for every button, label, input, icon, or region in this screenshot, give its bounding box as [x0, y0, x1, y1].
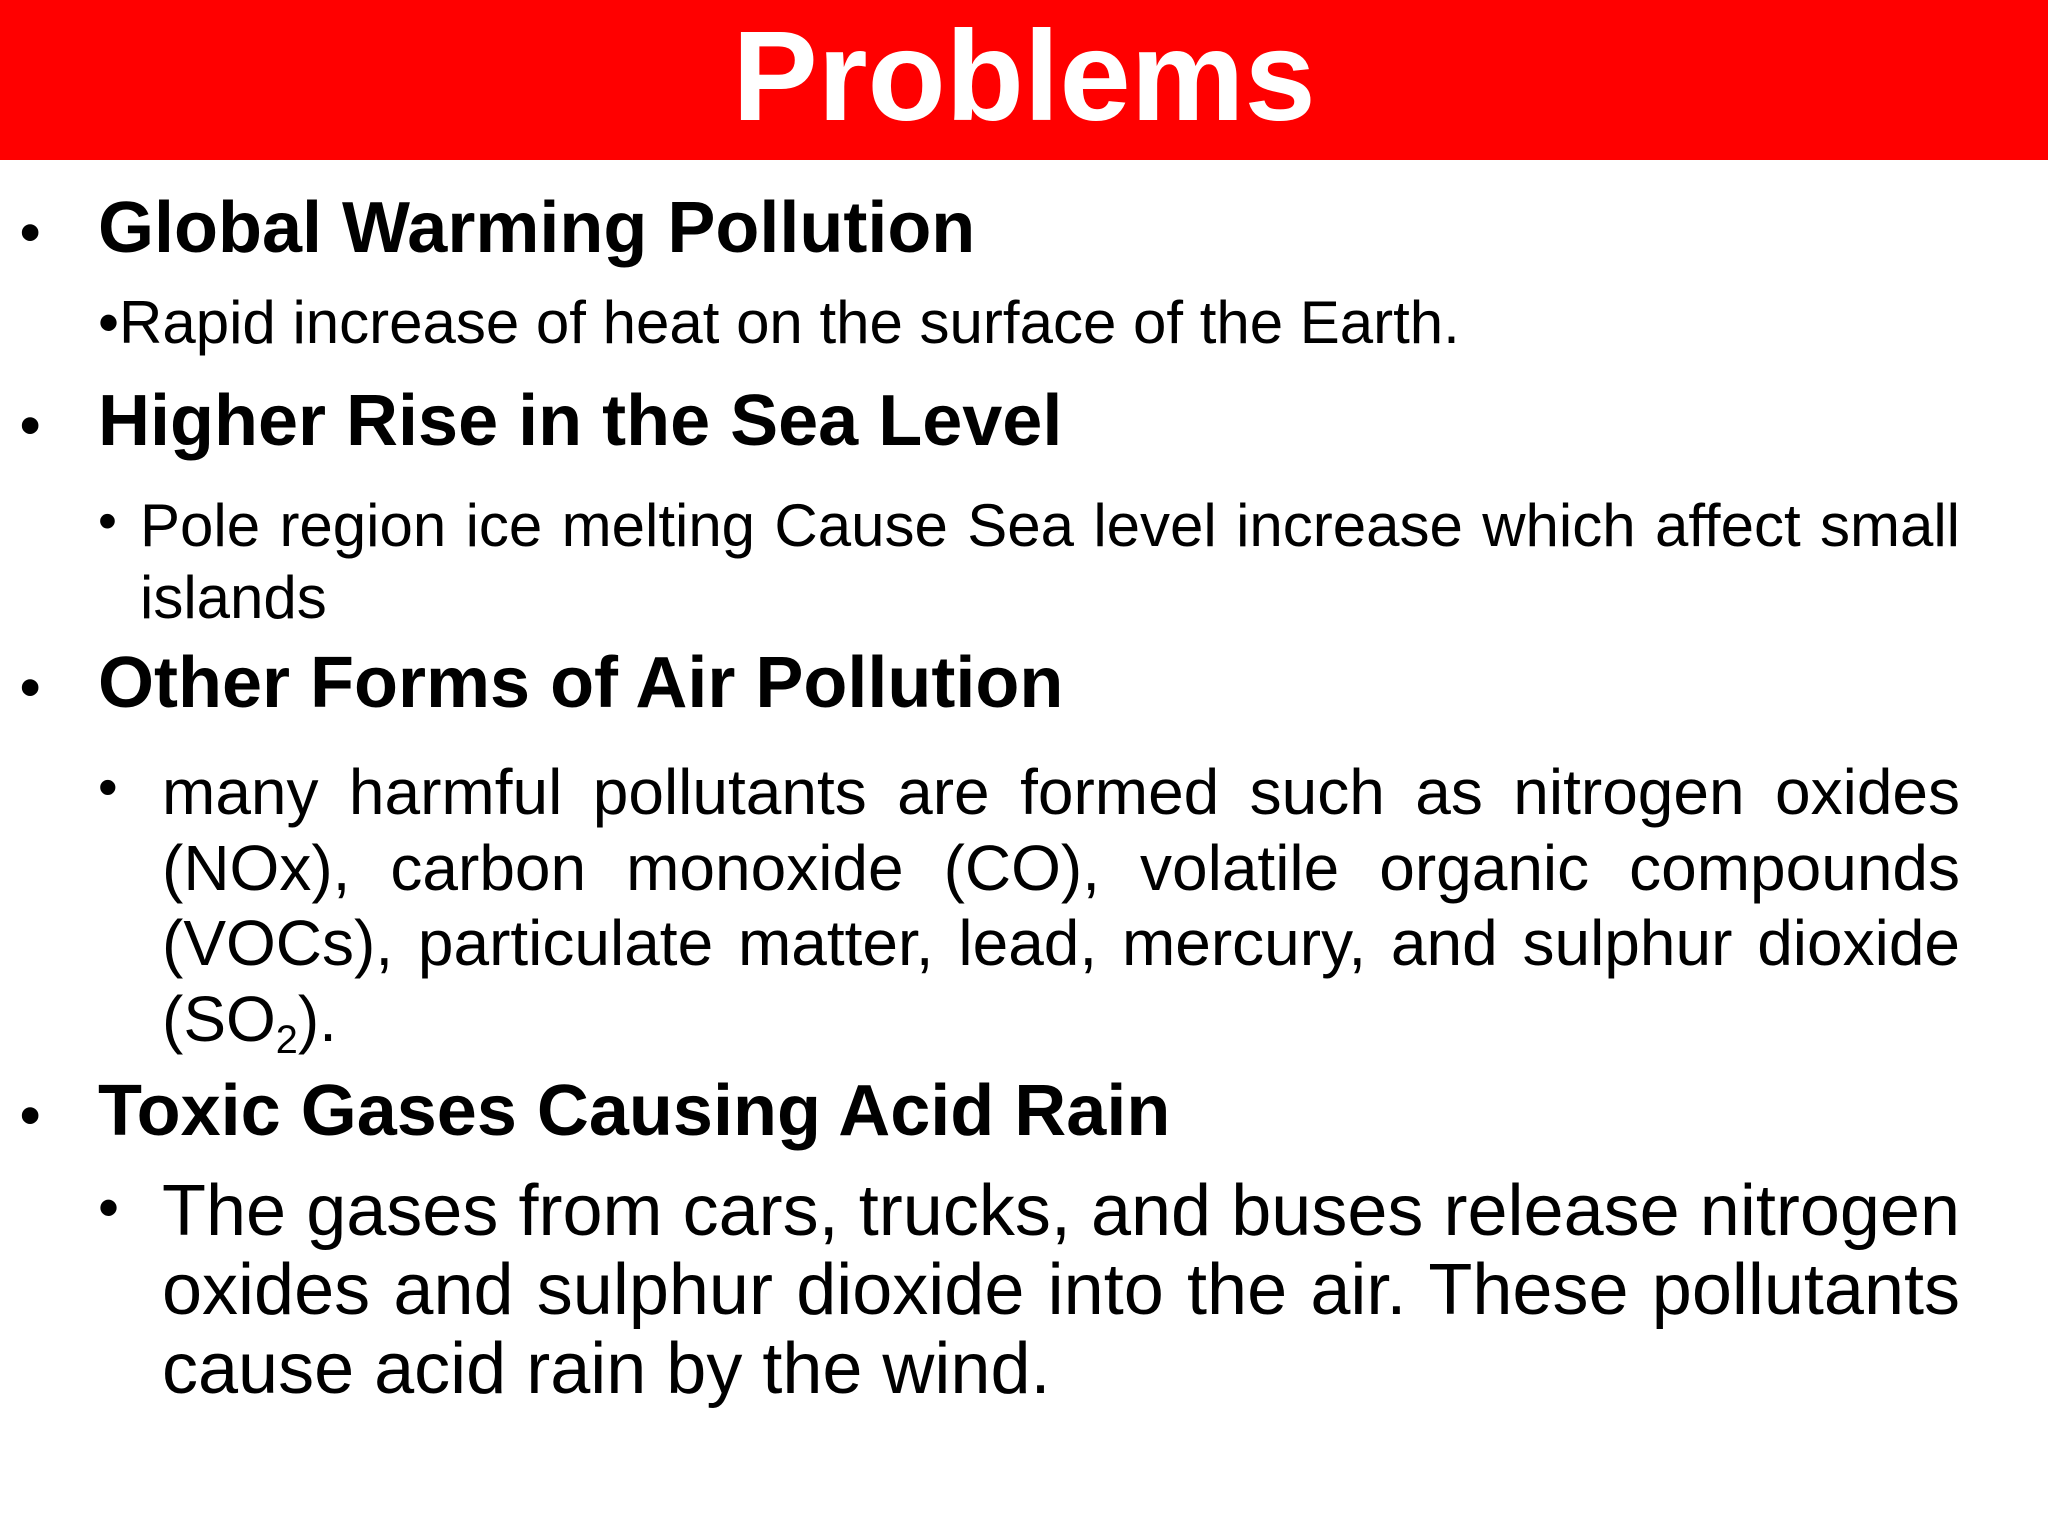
section-point-text: Rapid increase of heat on the surface of the Earth.: [119, 289, 1460, 356]
section-heading-text: Other Forms of Air Pollution: [98, 643, 1064, 723]
section-point-air-pollution: [98, 755, 1960, 1063]
section-heading-text: Toxic Gases Causing Acid Rain: [98, 1071, 1171, 1151]
section-point-acid-rain: [98, 1172, 1960, 1410]
bullet-icon: •: [98, 1174, 120, 1241]
bullet-icon: •: [20, 200, 41, 265]
subscript-text: 2: [275, 1017, 298, 1062]
section-point-global-warming: [98, 289, 1460, 356]
section-heading-sea-level: [20, 381, 1063, 461]
bullet-icon: •: [98, 491, 117, 551]
section-heading-text: Global Warming Pollution: [98, 188, 976, 268]
bullet-icon: •: [20, 393, 41, 458]
bullet-icon: •: [20, 655, 41, 720]
section-heading-global-warming: [20, 188, 976, 268]
bullet-icon: •: [20, 1083, 41, 1148]
section-point-text: [162, 755, 1960, 1063]
section-heading-acid-rain: [20, 1071, 1171, 1151]
section-point-text: Pole region ice melting Cause Sea level increase which affect small islands: [140, 492, 1960, 631]
title-bar: [0, 0, 2048, 160]
section-point-sea-level: [98, 490, 1960, 634]
bullet-icon: •: [98, 755, 118, 818]
section-point-text: The gases from cars, trucks, and buses release nitrogen oxides and sulphur dioxide into the air. These pollutants cause acid rain by the wind.: [162, 1171, 1960, 1410]
pollutants-text-end: ).: [297, 982, 337, 1055]
slide-title: Problems: [732, 5, 1316, 148]
pollutants-text: many harmful pollutants are formed such as nitrogen oxides (NOx), carbon monoxide (CO), volatile organic compounds (VOCs), particulate matter, lead, mercury, and sulphur dioxide (SO: [162, 756, 1960, 1055]
slide-content: [0, 160, 2048, 1536]
bullet-icon: •: [98, 289, 120, 356]
section-heading-air-pollution: [20, 643, 1064, 723]
section-heading-text: Higher Rise in the Sea Level: [98, 381, 1063, 461]
